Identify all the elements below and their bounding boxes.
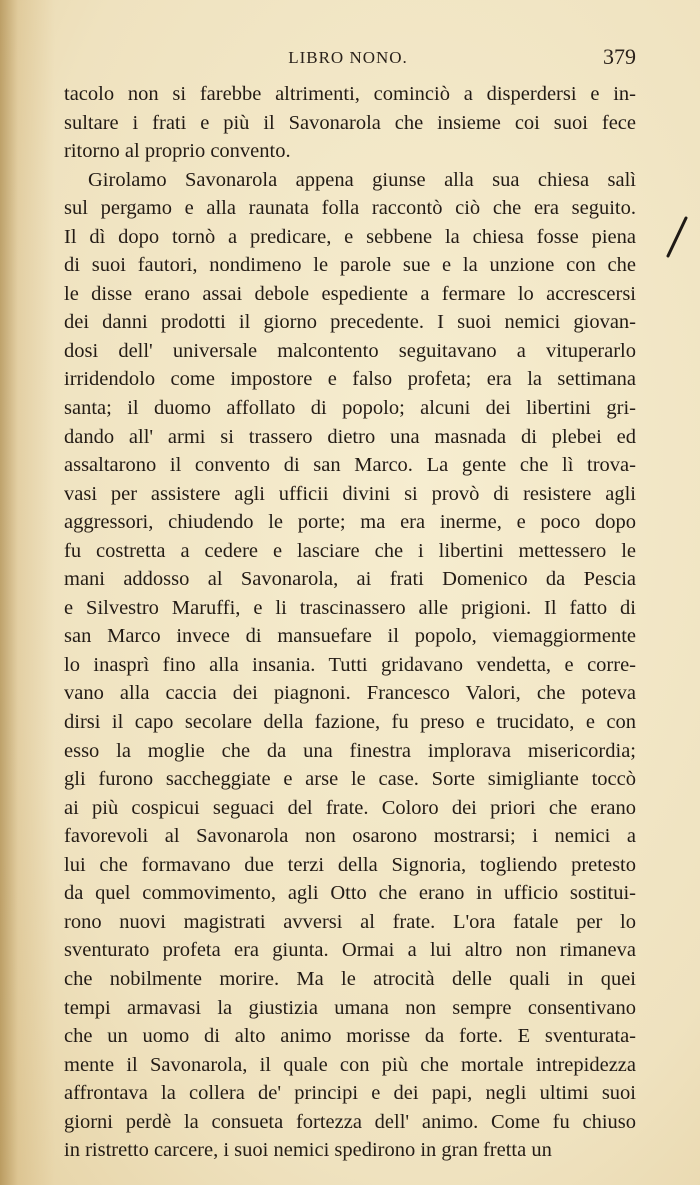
text-line: ai più cospicui seguaci del frate. Coloro dei priori che erano — [64, 796, 636, 819]
text-line: tacolo non si farebbe altrimenti, cominciò a disperdersi e in- — [64, 83, 636, 105]
text-line: dosi dell' universale malcontento seguitavano a vituperarlo — [64, 339, 636, 362]
text-line: lui che formavano due terzi della Signoria, togliendo pretesto — [64, 853, 636, 876]
text-line: dei danni prodotti il giorno precedente. I suoi nemici giovan- — [64, 311, 636, 334]
text-line: vasi per assistere agli ufficii divini si provò di resistere agli — [64, 482, 636, 505]
text-line: da quel commovimento, agli Otto che erano in ufficio sostitui- — [64, 882, 636, 905]
text-line: favorevoli al Savonarola non osarono mostrarsi; i nemici a — [64, 825, 636, 848]
text-line: dirsi il capo secolare della fazione, fu preso e trucidato, e con — [64, 711, 636, 734]
text-line: le disse erano assai debole espediente a fermare lo accrescersi — [64, 282, 636, 305]
text-line: che un uomo di alto animo morisse da forte. E sventurata- — [64, 1025, 636, 1048]
page-number: 379 — [603, 44, 636, 69]
text-line: mani addosso al Savonarola, ai frati Domenico da Pescia — [64, 568, 636, 591]
text-line: aggressori, chiudendo le porte; ma era inerme, e poco dopo — [64, 511, 636, 534]
text-line: tempi armavasi la giustizia umana non sempre consentivano — [64, 996, 636, 1019]
text-line: lo inasprì fino alla insania. Tutti gridavano vendetta, e corre- — [64, 653, 636, 676]
running-title: LIBRO NONO. — [288, 48, 408, 67]
body-text — [64, 80, 636, 1165]
text-line: san Marco invece di mansuefare il popolo, viemaggiormente — [64, 625, 636, 648]
text-line: rono nuovi magistrati avversi al frate. L'ora fatale per lo — [64, 910, 636, 933]
text-line: dando all' armi si trassero dietro una masnada di plebei ed — [64, 425, 636, 448]
margin-pencil-mark — [664, 214, 690, 260]
text-line: gli furono saccheggiate e arse le case. Sorte simigliante toccò — [64, 768, 636, 791]
text-line: giorni perdè la consueta fortezza dell' animo. Come fu chiuso — [64, 1110, 636, 1133]
text-line: sventurato profeta era giunta. Ormai a lui altro non rimaneva — [64, 939, 636, 962]
text-line: e Silvestro Maruffi, e li trascinassero alle prigioni. Il fatto di — [64, 596, 636, 619]
text-line: santa; il duomo affollato di popolo; alcuni dei libertini gri- — [64, 397, 636, 420]
text-line: affrontava la collera de' principi e dei papi, negli ultimi suoi — [64, 1082, 636, 1105]
text-line: mente il Savonarola, il quale con più che mortale intrepidezza — [64, 1053, 636, 1076]
text-line: in ristretto carcere, i suoi nemici spedirono in gran fretta un — [64, 1139, 552, 1162]
text-line: Girolamo Savonarola appena giunse alla sua chiesa salì — [88, 168, 636, 191]
text-line: di suoi fautori, nondimeno le parole sue e la unzione con che — [64, 254, 636, 277]
text-line: fu costretta a cedere e lasciare che i libertini mettessero le — [64, 539, 636, 562]
text-line: sul pergamo e alla raunata folla raccontò ciò che era seguito. — [64, 197, 636, 220]
text-line: irridendolo come impostore e falso profeta; era la settimana — [64, 368, 636, 391]
text-line: vano alla caccia dei piagnoni. Francesco Valori, che poteva — [64, 682, 636, 705]
text-line: che nobilmente morire. Ma le atrocità delle quali in quei — [64, 967, 636, 990]
text-line: sultare i frati e più il Savonarola che insieme coi suoi fece — [64, 111, 636, 134]
text-line: esso la moglie che da una finestra implorava misericordia; — [64, 739, 636, 762]
text-line: assaltarono il convento di san Marco. La gente che lì trova- — [64, 454, 636, 477]
text-line: Il dì dopo tornò a predicare, e sebbene la chiesa fosse piena — [64, 225, 636, 248]
text-line: ritorno al proprio convento. — [64, 140, 291, 163]
page-header — [60, 44, 636, 76]
